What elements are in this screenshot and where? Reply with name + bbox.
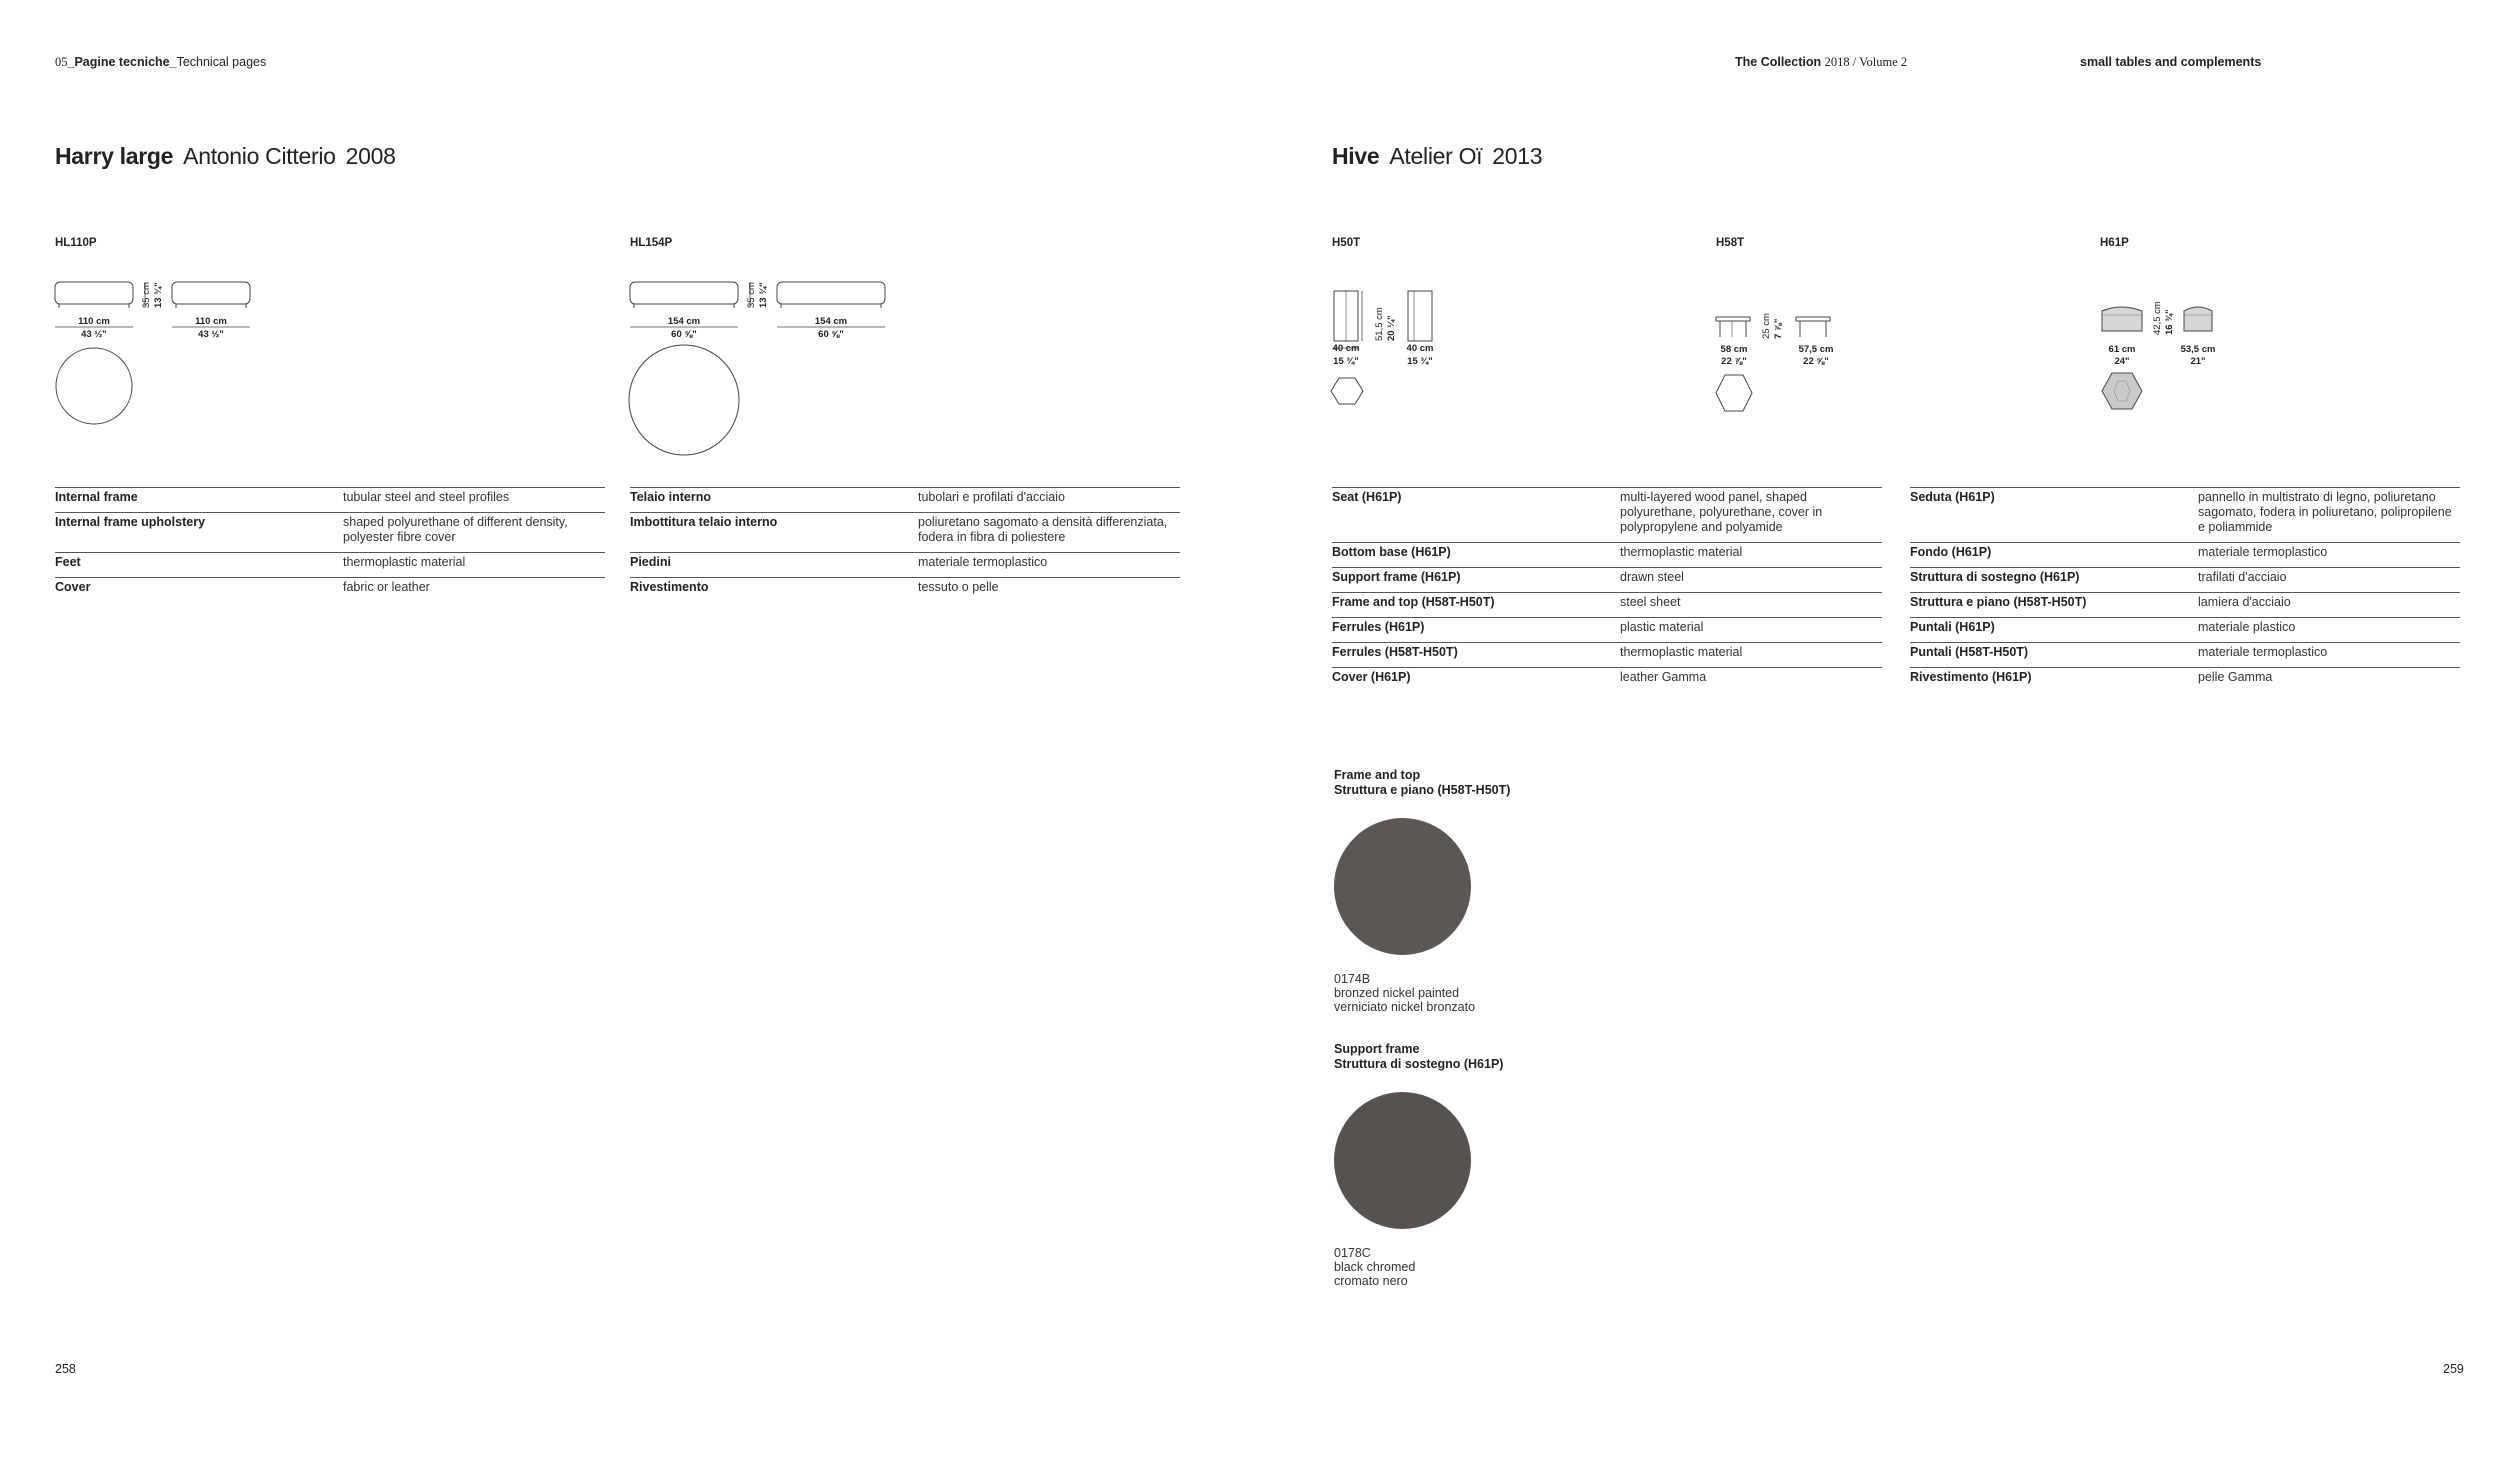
- dim-depth-in: 22 ⅝": [1803, 356, 1829, 367]
- dim-height-cm: 25 cm: [1761, 313, 1772, 339]
- spec-table-harry-en: [55, 487, 605, 602]
- dim-height-cm: 42,5 cm: [2152, 301, 2163, 335]
- product-title-harry: [55, 143, 396, 170]
- spec-row: Internal frame tubular steel and steel profiles: [55, 487, 605, 512]
- color-swatch: [1334, 1092, 1471, 1229]
- dim-width-in: 15 ¾": [1333, 356, 1359, 367]
- dim-depth-cm: 53,5 cm: [2180, 344, 2216, 355]
- page-number-left: 258: [55, 1362, 76, 1376]
- finish-label-en: Support frame: [1334, 1042, 1420, 1056]
- spec-row: Internal frame upholstery shaped polyurethane of different density, polyester fibre cover: [55, 512, 605, 552]
- spec-row: Cover (H61P) leather Gamma: [1332, 667, 1882, 692]
- finish-support-frame: [1334, 1042, 1503, 1288]
- product-designer: Antonio Citterio: [183, 143, 336, 169]
- spec-row: Seduta (H61P) pannello in multistrato di legno, poliuretano sagomato, fodera in poliuretano, polipropilene e poliammide: [1910, 487, 2460, 542]
- spec-table-hive-it: [1910, 487, 2460, 692]
- dim-width-cm: 61 cm: [2108, 344, 2136, 355]
- finish-label-it: Struttura e piano (H58T-H50T): [1334, 783, 1511, 797]
- drawing-h58t: [1712, 305, 1862, 425]
- spec-row: Puntali (H58T-H50T) materiale termoplastico: [1910, 642, 2460, 667]
- dim-height-in: 20 ¼": [1386, 315, 1397, 341]
- spec-row: Struttura e piano (H58T-H50T) lamiera d'acciaio: [1910, 592, 2460, 617]
- dim-width-in: 60 ⅝": [671, 329, 697, 340]
- model-code-h61p: H61P: [2100, 237, 2129, 249]
- header-category: small tables and complements: [2080, 55, 2262, 69]
- product-year: 2013: [1492, 143, 1543, 169]
- dim-height-cm: 35 cm: [141, 282, 152, 308]
- dim-width-in: 22 ⅞": [1721, 356, 1747, 367]
- model-code-h50t: H50T: [1332, 237, 1361, 249]
- model-code-h58t: H58T: [1716, 237, 1745, 249]
- dim-width-cm: 40 cm: [1332, 343, 1360, 354]
- finish-name-it: cromato nero: [1334, 1274, 1408, 1288]
- collection-volume: 2018 / Volume 2: [1824, 55, 1908, 69]
- product-name: Hive: [1332, 143, 1380, 169]
- spec-table-harry-it: [630, 487, 1180, 602]
- dim-height-in: 13 ¾": [153, 282, 164, 308]
- finish-code: 0174B: [1334, 972, 1371, 986]
- spec-row: Piedini materiale termoplastico: [630, 552, 1180, 577]
- spec-row: Rivestimento (H61P) pelle Gamma: [1910, 667, 2460, 692]
- spec-row: Telaio interno tubolari e profilati d'acciaio: [630, 487, 1180, 512]
- spec-table-hive-en: [1332, 487, 1882, 692]
- dim-depth-in: 15 ¾": [1407, 356, 1433, 367]
- page-number-right: 259: [2443, 1362, 2464, 1376]
- spec-row: Frame and top (H58T-H50T) steel sheet: [1332, 592, 1882, 617]
- dim-depth-in: 60 ⅝": [818, 329, 844, 340]
- finish-name-it: verniciato nickel bronzato: [1334, 1000, 1476, 1014]
- finish-label-it: Struttura di sostegno (H61P): [1334, 1057, 1504, 1071]
- spec-row: Struttura di sostegno (H61P) trafilati d'acciaio: [1910, 567, 2460, 592]
- dim-depth-in: 21": [2190, 356, 2206, 367]
- dim-width-cm: 110 cm: [78, 316, 110, 327]
- model-code-hl154p: HL154P: [630, 237, 673, 249]
- color-swatch: [1334, 818, 1471, 955]
- dim-depth-cm: 110 cm: [195, 316, 227, 327]
- dim-depth-cm: 154 cm: [814, 316, 848, 327]
- drawing-h61p: [2096, 295, 2246, 425]
- finish-name-en: black chromed: [1334, 1260, 1416, 1274]
- spec-row: Ferrules (H58T-H50T) thermoplastic material: [1332, 642, 1882, 667]
- dim-width-in: 43 ½": [81, 329, 107, 340]
- dim-height-cm: 35 cm: [746, 282, 757, 308]
- dim-height-cm: 51,5 cm: [1374, 307, 1385, 341]
- spec-row: Support frame (H61P) drawn steel: [1332, 567, 1882, 592]
- model-code-hl110p: HL110P: [55, 237, 97, 249]
- spec-row: Fondo (H61P) materiale termoplastico: [1910, 542, 2460, 567]
- header-collection: [1735, 55, 1907, 70]
- spec-row: Feet thermoplastic material: [55, 552, 605, 577]
- section-title-it: _Pagine tecniche_: [67, 55, 177, 69]
- spec-row: Puntali (H61P) materiale plastico: [1910, 617, 2460, 642]
- finish-frame-and-top: [1334, 768, 1510, 1014]
- dim-width-cm: 58 cm: [1720, 344, 1748, 355]
- dim-depth-cm: 57,5 cm: [1798, 344, 1834, 355]
- product-designer: Atelier Oï: [1389, 143, 1483, 169]
- finish-label-en: Frame and top: [1334, 768, 1421, 782]
- section-number: 05: [55, 55, 68, 69]
- spec-row: Ferrules (H61P) plastic material: [1332, 617, 1882, 642]
- dim-depth-in: 43 ½": [198, 329, 224, 340]
- spec-row: Rivestimento tessuto o pelle: [630, 577, 1180, 602]
- dim-depth-cm: 40 cm: [1406, 343, 1434, 354]
- section-title-en: Technical pages: [176, 55, 267, 69]
- spec-row: Cover fabric or leather: [55, 577, 605, 602]
- header-section: [55, 55, 266, 70]
- spec-row: Bottom base (H61P) thermoplastic material: [1332, 542, 1882, 567]
- collection-name: The Collection: [1735, 55, 1822, 69]
- dim-height-in: 7 ⅞": [1773, 318, 1784, 339]
- product-name: Harry large: [55, 143, 174, 169]
- finish-name-en: bronzed nickel painted: [1334, 986, 1460, 1000]
- dim-height-in: 13 ¾": [758, 282, 769, 308]
- product-title-hive: [1332, 143, 1542, 170]
- drawing-h50t: [1328, 285, 1458, 415]
- drawing-hl154p: [625, 275, 895, 465]
- dim-width-in: 24": [2114, 356, 2130, 367]
- dim-width-cm: 154 cm: [667, 316, 701, 327]
- product-year: 2008: [345, 143, 396, 169]
- drawing-hl110p: [50, 275, 270, 435]
- finish-code: 0178C: [1334, 1246, 1371, 1260]
- spec-row: Imbottitura telaio interno poliuretano sagomato a densità differenziata, fodera in fibra di poliestere: [630, 512, 1180, 552]
- spec-row: Seat (H61P) multi-layered wood panel, shaped polyurethane, polyurethane, cover in polypropylene and polyamide: [1332, 487, 1882, 542]
- dim-height-in: 16 ¾": [2164, 309, 2175, 335]
